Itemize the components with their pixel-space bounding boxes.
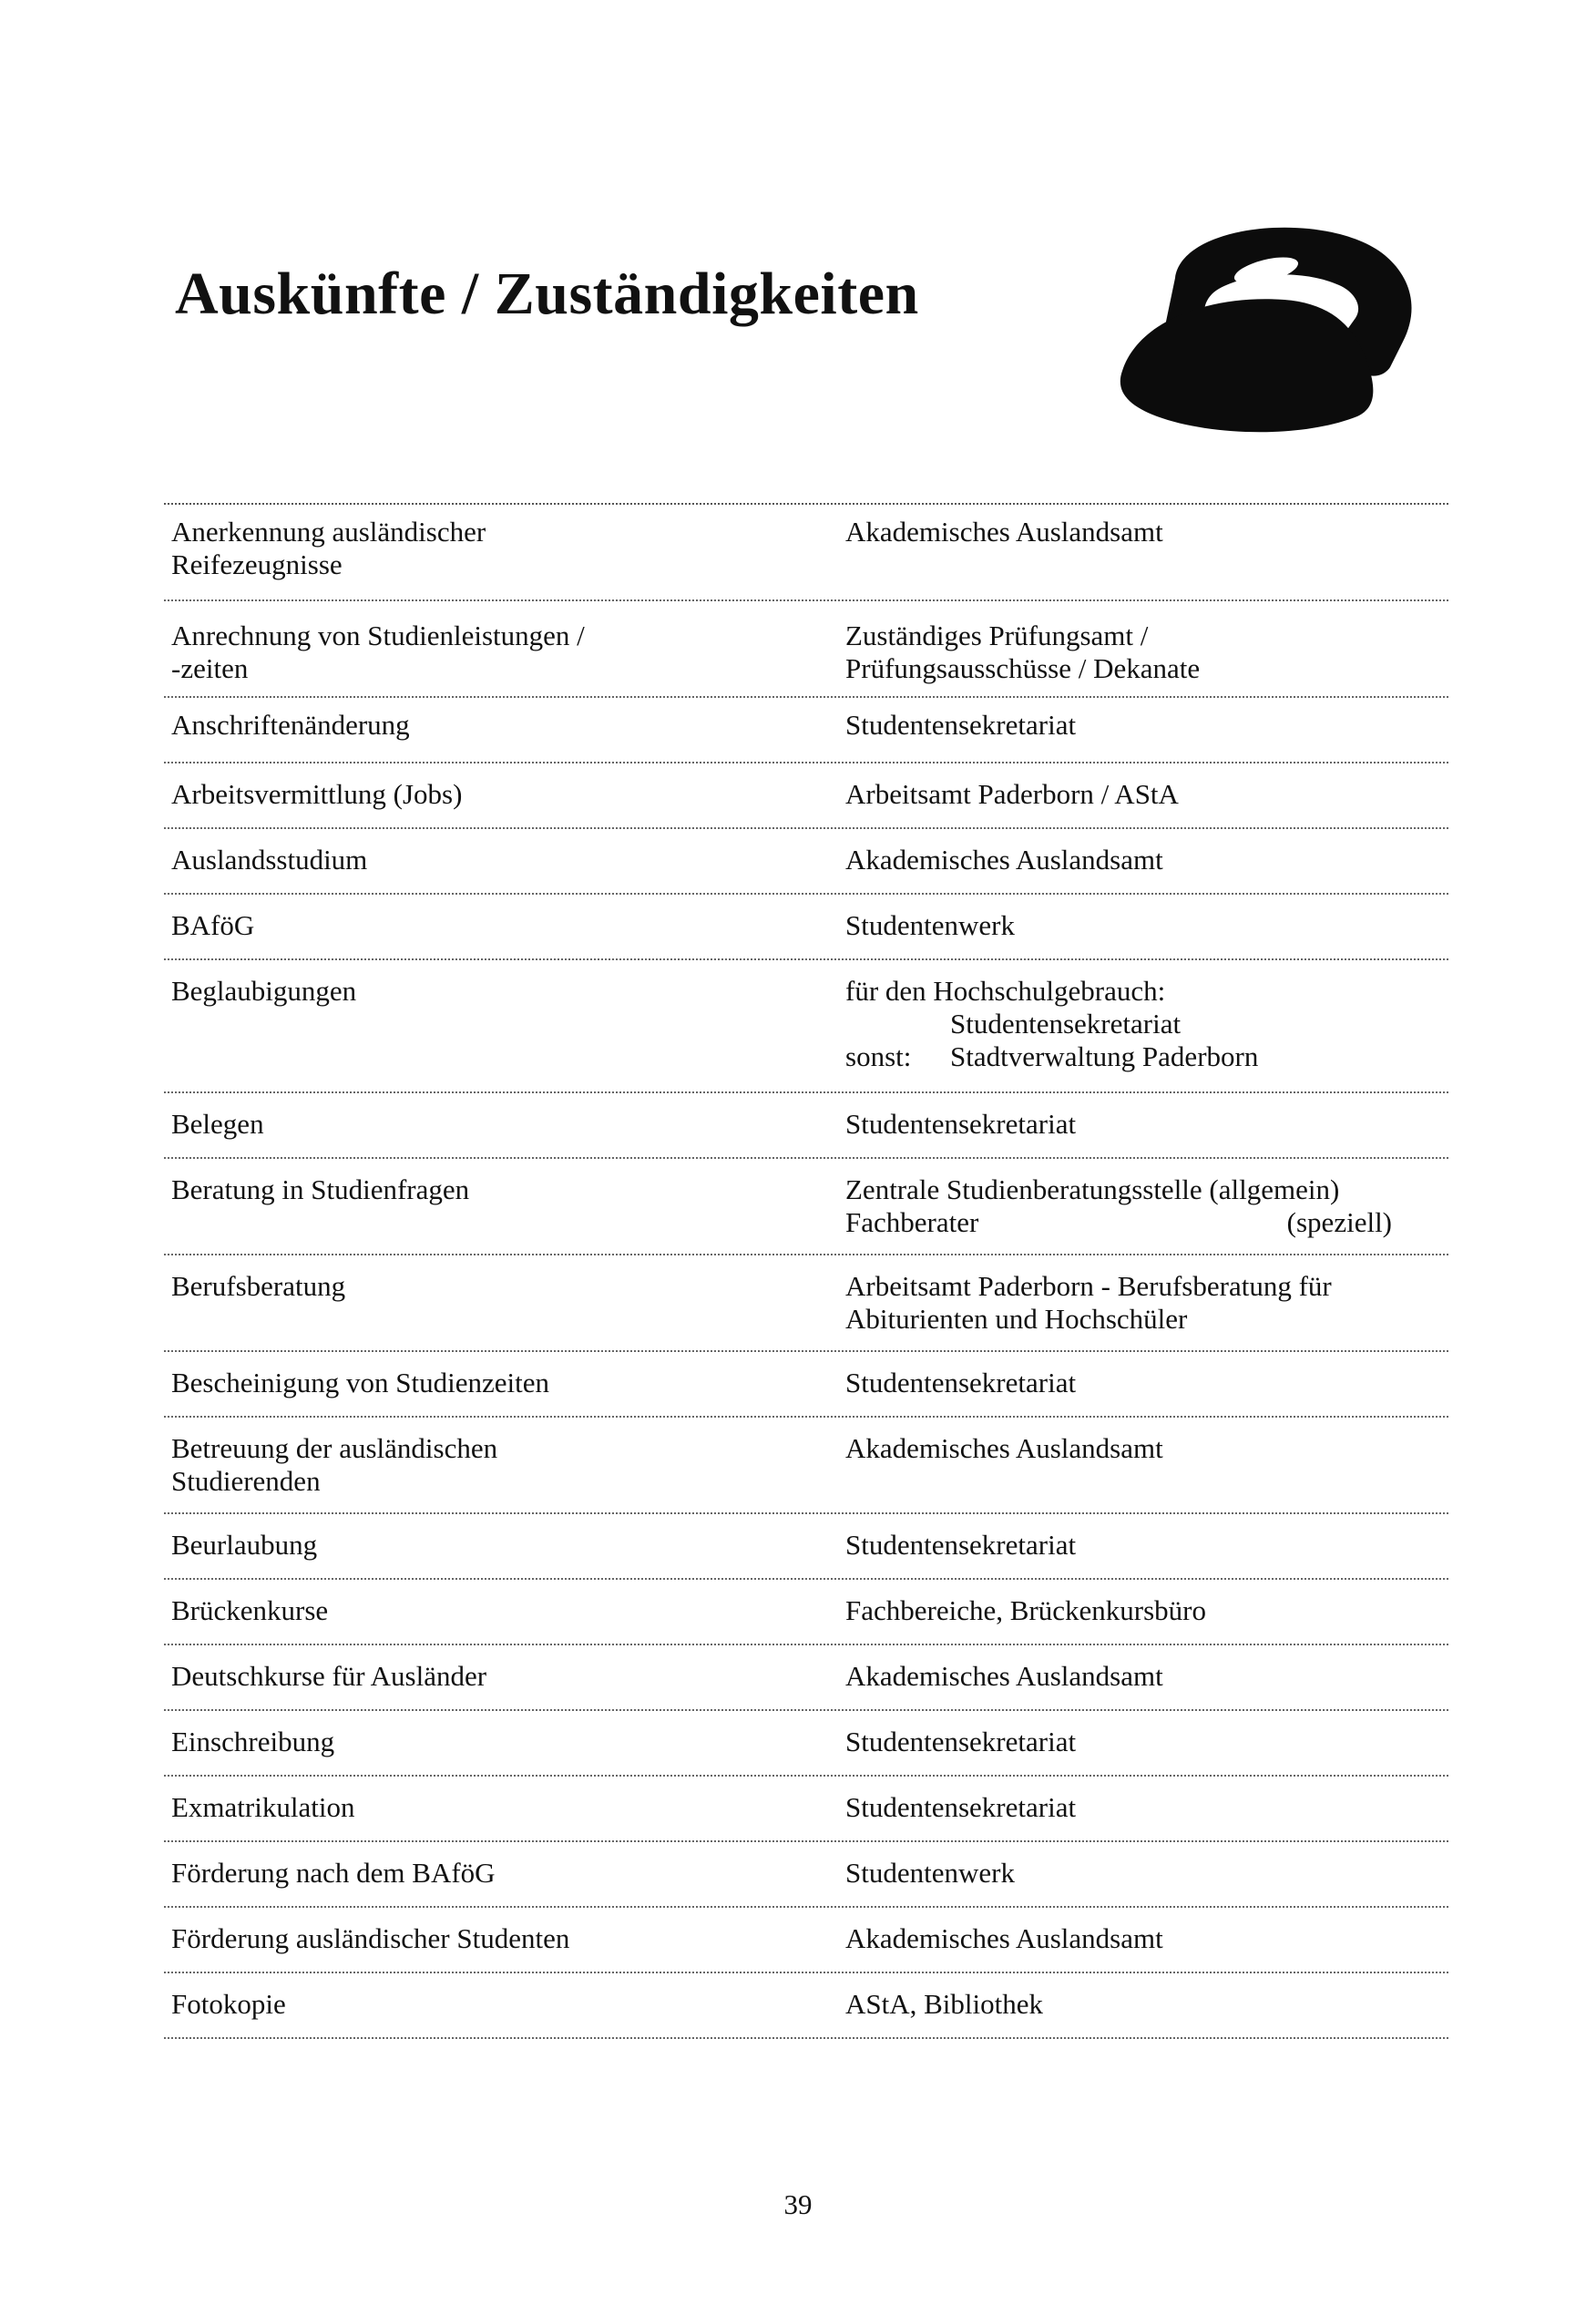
topic-cell: Einschreibung — [171, 1726, 335, 1757]
telephone-icon — [1111, 205, 1421, 433]
office-cell: Studentensekretariat — [845, 1108, 1077, 1140]
table-row — [164, 960, 1448, 1093]
office-cell: Studentensekretariat — [845, 1529, 1077, 1561]
table-row — [164, 1777, 1448, 1842]
table-row — [164, 1645, 1448, 1711]
topic-cell: Anrechnung von Studienleistungen / -zeiten — [171, 620, 585, 684]
office-cell: Akademisches Auslandsamt — [845, 844, 1163, 876]
table-row — [164, 1711, 1448, 1777]
office-cell: Studentensekretariat — [845, 1367, 1077, 1398]
topic-cell: Beurlaubung — [171, 1529, 318, 1561]
office-cell: Akademisches Auslandsamt — [845, 1660, 1163, 1692]
table-row — [164, 1908, 1448, 1973]
topic-cell: Anschriftenänderung — [171, 709, 410, 741]
office-cell: AStA, Bibliothek — [845, 1988, 1044, 2020]
office-cell: für den Hochschulgebrauch: Studentensekretariat sonst: Stadtverwaltung Paderborn — [845, 975, 1259, 1072]
topic-cell: Förderung nach dem BAföG — [171, 1857, 496, 1889]
topic-cell: Berufsberatung — [171, 1270, 346, 1302]
topic-cell: Arbeitsvermittlung (Jobs) — [171, 778, 463, 810]
office-cell: Zuständiges Prüfungsamt / Prüfungsausschüsse / Dekanate — [845, 620, 1201, 684]
topic-cell: Belegen — [171, 1108, 264, 1140]
table-row — [164, 1842, 1448, 1908]
topic-cell: Förderung ausländischer Studenten — [171, 1922, 570, 1954]
table-row — [164, 763, 1448, 829]
table-row — [164, 698, 1448, 763]
table-row — [164, 1973, 1448, 2039]
table-row — [164, 505, 1448, 601]
office-cell: Akademisches Auslandsamt — [845, 516, 1163, 548]
office-cell: Arbeitsamt Paderborn / AStA — [845, 778, 1179, 810]
topic-cell: Brückenkurse — [171, 1594, 329, 1626]
office-cell: Studentenwerk — [845, 909, 1015, 941]
topic-cell: Beglaubigungen — [171, 975, 357, 1007]
topic-cell: Deutschkurse für Ausländer — [171, 1660, 487, 1692]
table-row — [164, 601, 1448, 698]
table-row — [164, 895, 1448, 960]
office-cell: Studentensekretariat — [845, 1791, 1077, 1823]
topic-cell: Betreuung der ausländischen Studierenden — [171, 1432, 498, 1497]
table-row — [164, 1255, 1448, 1352]
office-cell: Studentensekretariat — [845, 709, 1077, 741]
table-row — [164, 1352, 1448, 1418]
topic-cell: Fotokopie — [171, 1988, 286, 2020]
topic-cell: Beratung in Studienfragen — [171, 1173, 470, 1205]
topic-cell: Anerkennung ausländischer Reifezeugnisse — [171, 516, 486, 580]
table-row — [164, 1580, 1448, 1645]
table-row — [164, 829, 1448, 895]
office-cell: Akademisches Auslandsamt — [845, 1432, 1163, 1464]
table-row — [164, 1418, 1448, 1514]
table-row — [164, 1093, 1448, 1159]
office-cell: Studentenwerk — [845, 1857, 1015, 1889]
office-cell: Studentensekretariat — [845, 1726, 1077, 1757]
responsibility-table — [164, 503, 1448, 2039]
table-row — [164, 1514, 1448, 1580]
page-title: Auskünfte / Zuständigkeiten — [175, 261, 919, 327]
office-cell: Akademisches Auslandsamt — [845, 1922, 1163, 1954]
office-cell: Fachbereiche, Brückenkursbüro — [845, 1594, 1206, 1626]
topic-cell: Auslandsstudium — [171, 844, 368, 876]
office-cell: Arbeitsamt Paderborn - Berufsberatung für Abiturienten und Hochschüler — [845, 1270, 1332, 1335]
page-number: 39 — [783, 2188, 813, 2220]
topic-cell: BAföG — [171, 909, 255, 941]
office-cell: Zentrale Studienberatungsstelle (allgemein) Fachberater (speziell) — [845, 1173, 1392, 1238]
topic-cell: Bescheinigung von Studienzeiten — [171, 1367, 549, 1398]
topic-cell: Exmatrikulation — [171, 1791, 355, 1823]
table-row — [164, 1159, 1448, 1255]
